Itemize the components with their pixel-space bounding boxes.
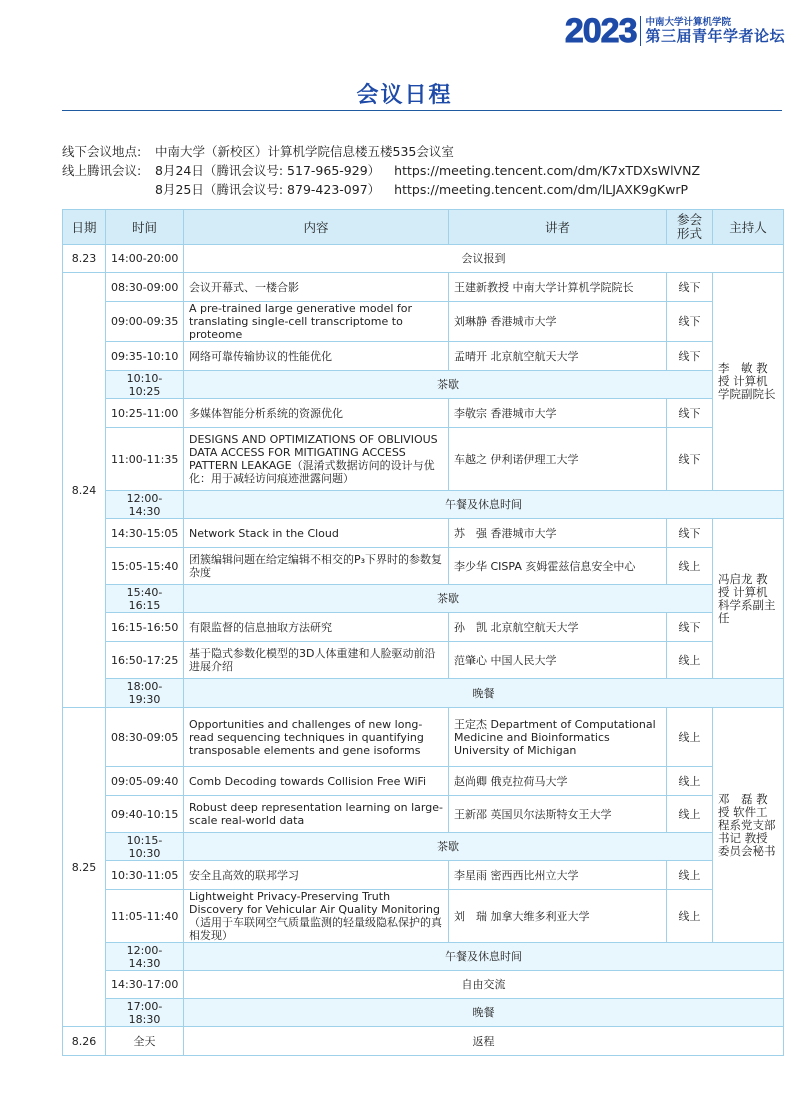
break-row <box>63 371 784 399</box>
table-row <box>63 1027 784 1056</box>
col-header-time: 时间 <box>106 210 184 245</box>
meeting-link[interactable]: https://meeting.tencent.com/dm/lLJAXK9gKwrP <box>394 182 689 197</box>
time-cell: 10:10-10:25 <box>106 371 184 399</box>
time-cell: 14:30-17:00 <box>106 971 184 999</box>
break-row <box>63 943 784 971</box>
offline-label: 线下会议地点: <box>62 144 142 159</box>
format-cell: 线上 <box>667 796 713 833</box>
speaker-cell: 李敬宗 香港城市大学 <box>449 399 667 428</box>
time-cell: 17:00-18:30 <box>106 999 184 1027</box>
format-cell: 线上 <box>667 890 713 943</box>
table-row <box>63 342 784 371</box>
speaker-cell: 赵尚卿 俄克拉荷马大学 <box>449 767 667 796</box>
table-row <box>63 245 784 273</box>
date-cell: 8.26 <box>63 1027 106 1056</box>
content-cell: 会议报到 <box>184 245 784 273</box>
content-cell: 返程 <box>184 1027 784 1056</box>
time-cell: 08:30-09:05 <box>106 708 184 767</box>
table-row <box>63 519 784 548</box>
content-cell: 网络可靠传输协议的性能优化 <box>184 342 449 371</box>
break-cell: 茶歇 <box>184 585 713 613</box>
break-row <box>63 491 784 519</box>
content-cell: 会议开幕式、一楼合影 <box>184 273 449 302</box>
host-cell: 冯启龙 教授 计算机科学系副主任 <box>713 519 784 679</box>
time-cell: 16:50-17:25 <box>106 642 184 679</box>
time-cell: 15:40-16:15 <box>106 585 184 613</box>
speaker-cell: 王建新教授 中南大学计算机学院院长 <box>449 273 667 302</box>
date-cell: 8.23 <box>63 245 106 273</box>
speaker-cell: 刘 瑞 加拿大维多利亚大学 <box>449 890 667 943</box>
format-cell: 线上 <box>667 861 713 890</box>
break-row <box>63 585 784 613</box>
time-cell: 12:00-14:30 <box>106 943 184 971</box>
content-cell: Lightweight Privacy-Preserving Truth Discovery for Vehicular Air Quality Monitoring（适用于车联网空气质量监测的轻量级隐私保护的真相发现） <box>184 890 449 943</box>
venue-info <box>62 142 700 199</box>
table-row <box>63 708 784 767</box>
online-meeting-2 <box>62 180 700 199</box>
time-cell: 全天 <box>106 1027 184 1056</box>
break-row <box>63 999 784 1027</box>
table-row <box>63 767 784 796</box>
content-cell: Opportunities and challenges of new long-read sequencing techniques in quantifying transposable elements and gene isoforms <box>184 708 449 767</box>
content-cell: 有限监督的信息抽取方法研究 <box>184 613 449 642</box>
speaker-cell: 范肇心 中国人民大学 <box>449 642 667 679</box>
time-cell: 09:05-09:40 <box>106 767 184 796</box>
table-row <box>63 273 784 302</box>
break-cell: 晚餐 <box>184 999 784 1027</box>
time-cell: 15:05-15:40 <box>106 548 184 585</box>
col-header-format: 参会 形式 <box>667 210 713 245</box>
format-cell: 线下 <box>667 399 713 428</box>
table-row <box>63 971 784 999</box>
table-row <box>63 548 784 585</box>
table-row <box>63 613 784 642</box>
online-label: 线上腾讯会议: <box>62 163 142 178</box>
logo-divider <box>640 16 641 46</box>
logo-text <box>645 18 785 45</box>
content-cell: Robust deep representation learning on large-scale real-world data <box>184 796 449 833</box>
format-cell: 线上 <box>667 708 713 767</box>
time-cell: 12:00-14:30 <box>106 491 184 519</box>
time-cell: 14:30-15:05 <box>106 519 184 548</box>
format-cell: 线下 <box>667 273 713 302</box>
break-cell: 晚餐 <box>184 679 784 708</box>
break-row <box>63 833 784 861</box>
time-cell: 16:15-16:50 <box>106 613 184 642</box>
title-divider <box>62 110 782 111</box>
time-cell: 10:30-11:05 <box>106 861 184 890</box>
format-cell: 线上 <box>667 548 713 585</box>
time-cell: 09:35-10:10 <box>106 342 184 371</box>
table-row <box>63 642 784 679</box>
content-cell: Comb Decoding towards Collision Free WiFi <box>184 767 449 796</box>
schedule-table <box>62 209 784 1056</box>
page-title: 会议日程 <box>356 83 453 108</box>
speaker-cell: 孟晴开 北京航空航天大学 <box>449 342 667 371</box>
time-cell: 10:15-10:30 <box>106 833 184 861</box>
time-cell: 10:25-11:00 <box>106 399 184 428</box>
table-row <box>63 890 784 943</box>
break-cell: 午餐及休息时间 <box>184 943 784 971</box>
format-cell: 线下 <box>667 342 713 371</box>
online-date: 8月24日（腾讯会议号: 517-965-929） <box>155 163 381 178</box>
online-date: 8月25日（腾讯会议号: 879-423-097） <box>155 182 381 197</box>
content-cell: 基于隐式参数化模型的3D人体重建和人脸驱动前沿进展介绍 <box>184 642 449 679</box>
speaker-cell: 李少华 CISPA 亥姆霍兹信息安全中心 <box>449 548 667 585</box>
col-header-speaker: 讲者 <box>449 210 667 245</box>
content-cell: 安全且高效的联邦学习 <box>184 861 449 890</box>
meeting-link[interactable]: https://meeting.tencent.com/dm/K7xTDXsWlVNZ <box>394 163 701 178</box>
content-cell: Network Stack in the Cloud <box>184 519 449 548</box>
table-row <box>63 428 784 491</box>
host-cell: 李 敏 教授 计算机学院副院长 <box>713 273 784 491</box>
table-header-row <box>63 210 784 245</box>
table-row <box>63 861 784 890</box>
speaker-cell: 苏 强 香港城市大学 <box>449 519 667 548</box>
offline-venue <box>62 142 700 161</box>
online-meeting-1 <box>62 161 700 180</box>
time-cell: 09:40-10:15 <box>106 796 184 833</box>
time-cell: 09:00-09:35 <box>106 302 184 342</box>
table-row <box>63 302 784 342</box>
format-cell: 线下 <box>667 613 713 642</box>
break-cell: 茶歇 <box>184 833 713 861</box>
logo-year: 2023 <box>564 12 637 50</box>
speaker-cell: 孙 凯 北京航空航天大学 <box>449 613 667 642</box>
break-row <box>63 679 784 708</box>
speaker-cell: 车越之 伊利诺伊理工大学 <box>449 428 667 491</box>
speaker-cell: 王定杰 Department of Computational Medicine and Bioinformatics University of Michigan <box>449 708 667 767</box>
format-cell: 线下 <box>667 302 713 342</box>
logo-school: 中南大学计算机学院 <box>645 16 731 28</box>
col-header-content: 内容 <box>184 210 449 245</box>
content-cell: 团簇编辑问题在给定编辑不相交的P₃下界时的参数复杂度 <box>184 548 449 585</box>
break-cell: 午餐及休息时间 <box>184 491 784 519</box>
content-cell: DESIGNS AND OPTIMIZATIONS OF OBLIVIOUS DATA ACCESS FOR MITIGATING ACCESS PATTERN LEAKAGE（混淆式数据访问的设计与优化：用于减轻访问痕迹泄露问题） <box>184 428 449 491</box>
format-cell: 线下 <box>667 428 713 491</box>
time-cell: 08:30-09:00 <box>106 273 184 302</box>
offline-value: 中南大学（新校区）计算机学院信息楼五楼535会议室 <box>155 144 454 159</box>
host-cell: 邓 磊 教授 软件工程系党支部书记 教授委员会秘书 <box>713 708 784 943</box>
format-cell: 线下 <box>667 519 713 548</box>
table-row <box>63 796 784 833</box>
logo-forum-name: 第三届青年学者论坛 <box>645 27 785 46</box>
date-cell: 8.25 <box>63 708 106 1027</box>
table-row <box>63 399 784 428</box>
col-header-date: 日期 <box>63 210 106 245</box>
format-cell: 线上 <box>667 642 713 679</box>
time-cell: 14:00-20:00 <box>106 245 184 273</box>
content-cell: 多媒体智能分析系统的资源优化 <box>184 399 449 428</box>
forum-logo <box>565 14 785 48</box>
time-cell: 11:00-11:35 <box>106 428 184 491</box>
format-cell: 线上 <box>667 767 713 796</box>
date-cell: 8.24 <box>63 273 106 708</box>
col-header-host: 主持人 <box>713 210 784 245</box>
speaker-cell: 李星雨 密西西比州立大学 <box>449 861 667 890</box>
break-cell: 茶歇 <box>184 371 713 399</box>
speaker-cell: 刘琳静 香港城市大学 <box>449 302 667 342</box>
content-cell: A pre-trained large generative model for translating single-cell transcriptome to proteome <box>184 302 449 342</box>
time-cell: 18:00-19:30 <box>106 679 184 708</box>
content-cell: 自由交流 <box>184 971 784 999</box>
time-cell: 11:05-11:40 <box>106 890 184 943</box>
speaker-cell: 王新邵 英国贝尔法斯特女王大学 <box>449 796 667 833</box>
